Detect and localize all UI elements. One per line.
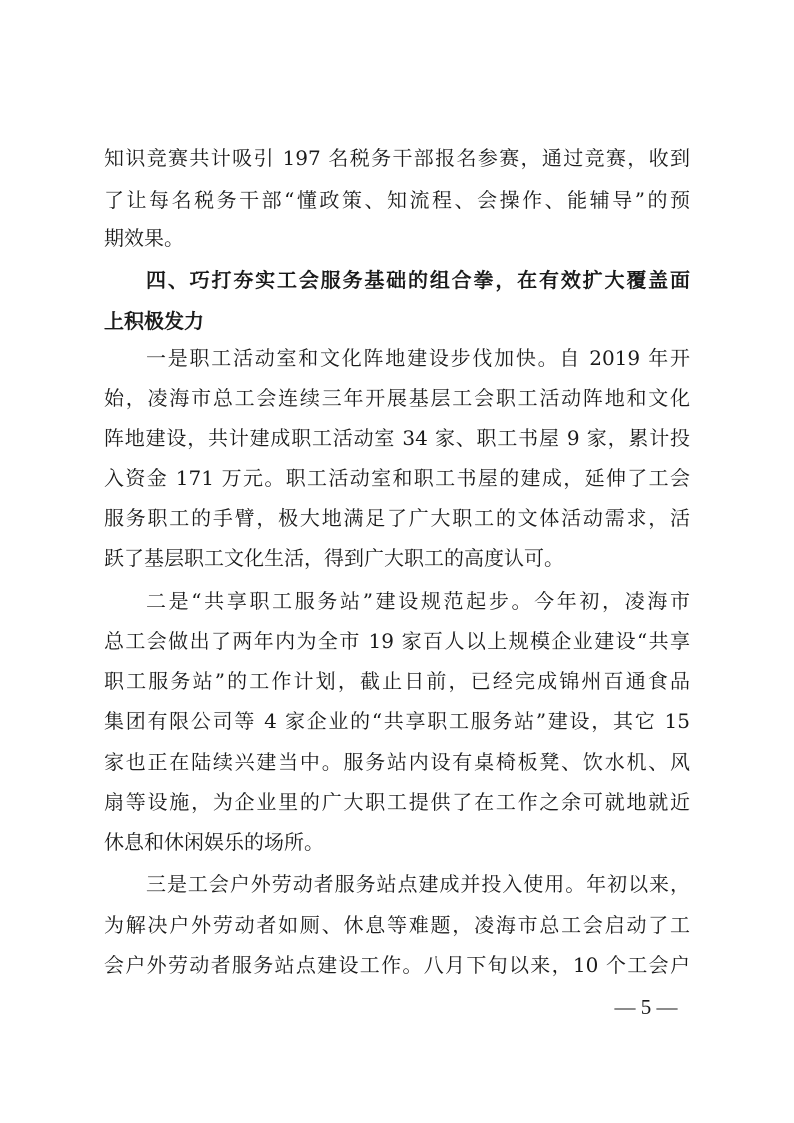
paragraph-3-line-3: 职工服务站”的工作计划，截止日前，已经完成锦州百通食品	[104, 669, 690, 693]
paragraph-4-line-1: 三是工会户外劳动者服务站点建成并投入使用。年初以来，	[146, 872, 690, 896]
paragraph-4-line-3: 会户外劳动者服务站点建设工作。八月下旬以来，10 个工会户	[104, 953, 690, 977]
paragraph-2-line-6: 跃了基层职工文化生活，得到广大职工的高度认可。	[104, 546, 564, 570]
paragraph-3-line-5: 家也正在陆续兴建当中。服务站内设有桌椅板凳、饮水机、风	[104, 750, 690, 774]
paragraph-3-line-4: 集团有限公司等 4 家企业的“共享职工服务站”建设，其它 15	[104, 709, 690, 733]
paragraph-2-line-5: 服务职工的手臂，极大地满足了广大职工的文体活动需求，活	[104, 506, 690, 530]
paragraph-3-line-7: 休息和休闲娱乐的场所。	[104, 830, 324, 854]
paragraph-3-line-6: 扇等设施，为企业里的广大职工提供了在工作之余可就地就近	[104, 790, 690, 814]
paragraph-3-line-2: 总工会做出了两年内为全市 19 家百人以上规模企业建设“共享	[104, 629, 690, 653]
paragraph-2-line-2: 始，凌海市总工会连续三年开展基层工会职工活动阵地和文化	[104, 386, 690, 410]
section-heading-line-2: 上积极发力	[104, 309, 204, 333]
paragraph-2-line-4: 入资金 171 万元。职工活动室和职工书屋的建成，延伸了工会	[104, 466, 690, 490]
paragraph-1-line-1: 知识竞赛共计吸引 197 名税务干部报名参赛，通过竞赛，收到	[104, 146, 690, 170]
section-heading-line-1: 四、巧打夯实工会服务基础的组合拳，在有效扩大覆盖面	[146, 268, 690, 292]
paragraph-1-line-2: 了让每名税务干部“懂政策、知流程、会操作、能辅导”的预	[104, 188, 690, 212]
paragraph-4-line-2: 为解决户外劳动者如厕、休息等难题，凌海市总工会启动了工	[104, 913, 690, 937]
paragraph-2-line-1: 一是职工活动室和文化阵地建设步伐加快。自 2019 年开	[146, 346, 690, 370]
paragraph-1-line-3: 期效果。	[104, 226, 184, 250]
page-number: — 5 —	[614, 995, 678, 1019]
paragraph-3-line-1: 二是“共享职工服务站”建设规范起步。今年初，凌海市	[146, 589, 690, 613]
paragraph-2-line-3: 阵地建设，共计建成职工活动室 34 家、职工书屋 9 家，累计投	[104, 426, 690, 450]
